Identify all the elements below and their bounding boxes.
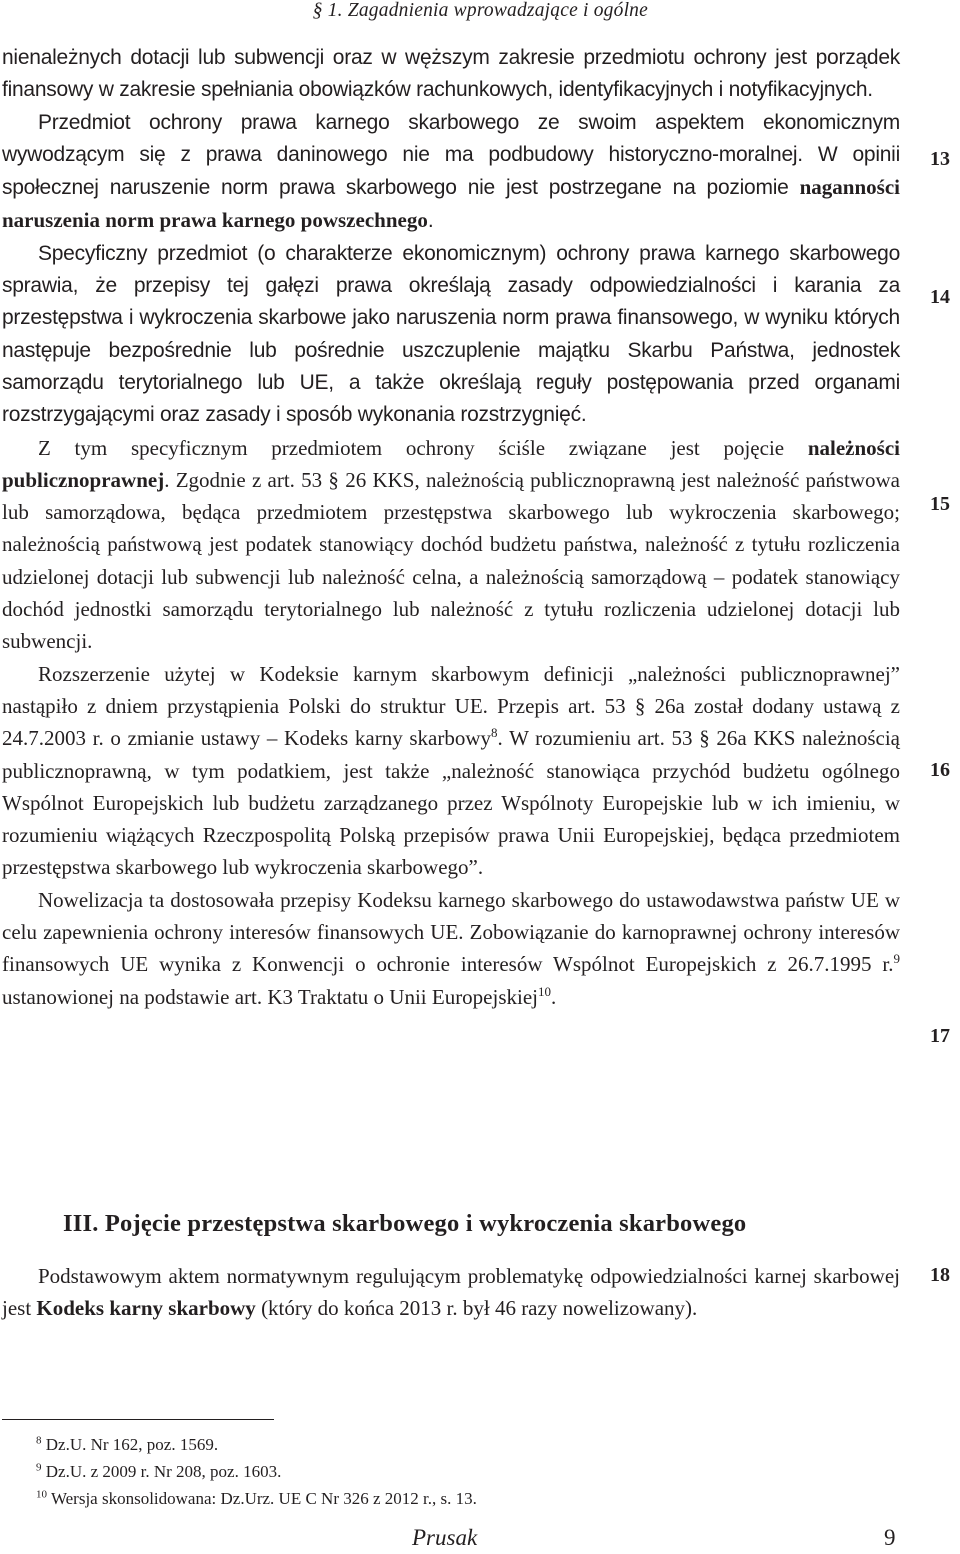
footer-author: Prusak <box>412 1525 478 1550</box>
margin-number-13: 13 <box>930 148 950 170</box>
margin-number-18: 18 <box>930 1264 950 1286</box>
paragraph-15: Z tym specyficznym przedmiotem ochrony ściśle związane jest pojęcie należności publicznoprawnej. Zgodnie z art. 53 § 26 KKS, należnością publicznoprawną jest należność państwowa lub samorządowa, będąca przedmiotem przestępstwa skarbowego lub wykroczenia skarbowego; należnością państwową jest podatek stanowiący dochód budżetu państwa, należność z tytułu rozliczenia udzielonej dotacji lub subwencji lub należność celna, a należnością samorządową – podatek stanowiący dochód jednostki samorządu terytorialnego lub należność z tytułu rozliczenia udzielonej dotacji lub subwencji. <box>2 435 900 654</box>
paragraph-13: Przedmiot ochrony prawa karnego skarbowego ze swoim aspektem ekonomicznym wywodzącym się z prawa daninowego nie ma podbudowy historyczno-moralnej. W opinii społecznej naruszenie norm prawa skarbowego nie jest postrzegane na poziomie naganności naruszenia norm prawa karnego powszechnego. <box>2 110 900 233</box>
body-text-after-heading <box>2 1260 900 1325</box>
paragraph-16: Rozszerzenie użytej w Kodeksie karnym skarbowym definicji „należności publicznoprawnej” nastąpiło z dniem przystąpienia Polski do struktur UE. Przepis art. 53 § 26a został dodany ustawą z 24.7.2003 r. o zmianie ustawy – Kodeks karny skarbowy$^8$. W rozumieniu art. 53 § 26a KKS należnością publicznoprawną, w tym podatkiem, jest także „należność stanowiąca przychód budżetu ogólnego Wspólnot Europejskich lub budżetu zarządzanego przez Wspólnoty Europejskie lub w ich imieniu, w rozumieniu wiążących Rzeczpospolitą Polską przepisów prawa Unii Europejskiej, będąca przedmiotem przestępstwa skarbowego lub wykroczenia skarbowego”. <box>2 661 901 880</box>
paragraph-17: Nowelizacja ta dostosowała przepisy Kodeksu karnego skarbowego do ustawodawstwa państw UE w celu zapewnienia ochrony interesów finansowych UE. Zobowiązanie do karnoprawnej ochrony interesów finansowych UE wynika z Konwencji o ochronie interesów Wspólnot Europejskich z 26.7.1995 r.$^9$ ustanowionej na podstawie art. K3 Traktatu o Unii Europejskiej$^{10}$. <box>2 887 900 1009</box>
footnote-10: $^{10}$ Wersja skonsolidowana: Dz.Urz. UE C Nr 326 z 2012 r., s. 13. <box>36 1488 477 1508</box>
page-number: 9 <box>884 1525 896 1550</box>
footnote-8: $^8$ Dz.U. Nr 162, poz. 1569. <box>36 1434 219 1454</box>
paragraph-continuation: nienależnych dotacji lub subwencji oraz w węższym zakresie przedmiotu ochrony jest porządek finansowy w zakresie spełniania obowiązków rachunkowych, identyfikacyjnych i notyfikacyjnych. <box>2 46 900 102</box>
paragraph-14: Specyficzny przedmiot (o charakterze ekonomicznym) ochrony prawa karnego skarbowego sprawia, że przepisy tej gałęzi prawa określają zasady odpowiedzialności i karania za przestępstwa i wykroczenia skarbowe jako naruszenia norm prawa finansowego, w wyniku których następuje bezpośrednie lub pośrednie uszczuplenie majątku Skarbu Państwa, jednostek samorządu terytorialnego lub UE, a także określają reguły postępowania przed organami rozstrzygającymi oraz zasady i sposób wykonania rozstrzygnięć. <box>2 241 900 427</box>
section-heading: III. Pojęcie przestępstwa skarbowego i wykroczenia skarbowego <box>63 1210 747 1237</box>
running-header: § 1. Zagadnienia wprowadzające i ogólne <box>312 0 648 21</box>
paragraph-18: Podstawowym aktem normatywnym regulującym problematykę odpowiedzialności karnej skarbowej jest Kodeks karny skarbowy (który do końca 2013 r. był 46 razy nowelizowany). <box>2 1264 900 1321</box>
margin-number-16: 16 <box>930 759 950 781</box>
body-text <box>2 42 900 1013</box>
footnote-rule <box>2 1419 274 1420</box>
margin-number-17: 17 <box>930 1025 950 1047</box>
margin-number-14: 14 <box>930 286 950 308</box>
margin-number-15: 15 <box>930 493 950 515</box>
footnote-9: $^9$ Dz.U. z 2009 r. Nr 208, poz. 1603. <box>36 1461 282 1481</box>
